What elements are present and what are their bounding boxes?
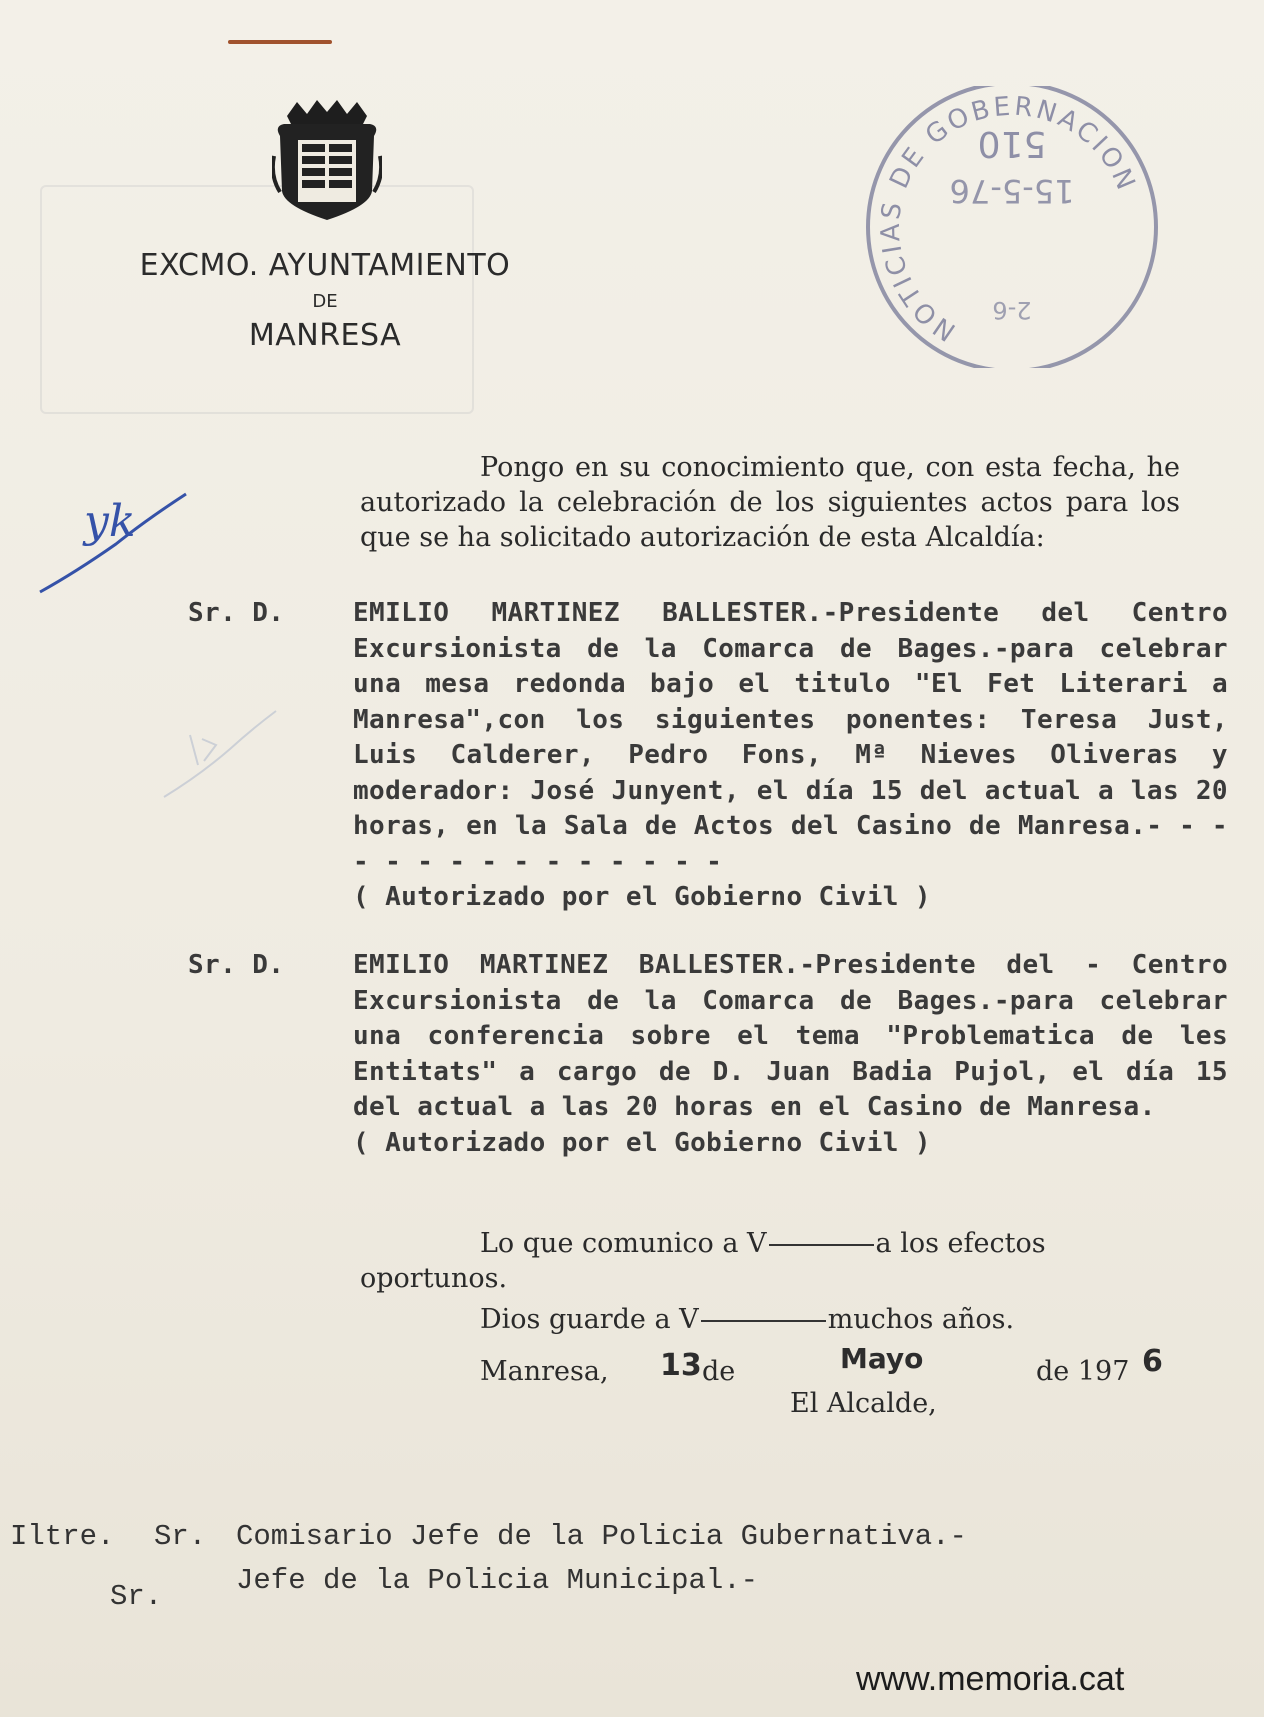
authorization-entry-1: [188, 596, 1228, 916]
letterhead-city: MANRESA: [248, 318, 402, 353]
intro-paragraph: [360, 450, 1180, 555]
blank-line: [701, 1320, 826, 1322]
recipient-title: Iltre.: [10, 1520, 115, 1553]
stamp-ring-text: NOTICIAS DE GOBERNACION: [875, 91, 1142, 347]
letterhead-de: DE: [312, 291, 338, 312]
greeting-text-b: muchos años.: [827, 1304, 1015, 1335]
date-year-digit: 6: [1142, 1344, 1163, 1379]
handwritten-initials-text: yk: [84, 496, 136, 547]
date-month: Mayo: [840, 1342, 924, 1375]
letterhead: [100, 248, 550, 353]
signer: El Alcalde,: [790, 1388, 937, 1419]
date-day: 13: [660, 1348, 702, 1383]
recipient-line-2: Jefe de la Policia Municipal.-: [236, 1564, 759, 1597]
closing-block: [360, 1226, 1180, 1337]
intro-text: Pongo en su conocimiento que, con esta fecha, he autorizado la celebración de los siguientes actos para los que se ha solicitado autorización de esta Alcaldía:: [360, 452, 1180, 553]
closing-text-a: Lo que comunico a V: [480, 1228, 767, 1259]
closing-text-b: a los efectos: [875, 1228, 1046, 1259]
authorization-entry-2: [188, 948, 1228, 1161]
recipient-line-1: Comisario Jefe de la Policia Gubernativa.-: [236, 1520, 967, 1553]
recipient-sr-1: Sr.: [154, 1520, 207, 1553]
watermark: www.memoria.cat: [856, 1660, 1125, 1698]
registry-stamp: [862, 86, 1162, 368]
entry-text: EMILIO MARTINEZ BALLESTER.-Presidente del Centro Excursionista de la Comarca de Bages.-para celebrar una mesa redonda bajo el titulo "El Fet Literari a Manresa",con los siguientes ponentes: Teresa Just, Luis Calderer, Pedro Fons, Mª Nieves Oliveras y moderador: José Junyent, el día 15 del actual a las 20 horas, en la Sala de Actos del Casino de Manresa.- - - - - - - - - - - - - - -: [353, 598, 1228, 877]
date-de-2: de 197: [1036, 1356, 1130, 1387]
manresa-coat-of-arms-icon: [272, 96, 382, 224]
entry-authorization: ( Autorizado por el Gobierno Civil ): [353, 882, 931, 912]
date-de-1: de: [702, 1356, 736, 1387]
stamp-number: 510: [977, 123, 1047, 164]
entry-text: EMILIO MARTINEZ BALLESTER.-Presidente del - Centro Excursionista de la Comarca de Bages.-para celebrar una conferencia sobre el tema "Problematica de les Entitats" a cargo de D. Juan Badia Pujol, el día 15 del actual a las 20 horas en el Casino de Manresa.: [353, 950, 1228, 1122]
stamp-date: 15-5-76: [949, 172, 1075, 210]
entry-prefix: Sr. D.: [188, 950, 285, 980]
handwritten-initials: [36, 488, 196, 598]
greeting-text-a: Dios guarde a V: [480, 1304, 699, 1335]
stamp-note: 2-6: [992, 296, 1032, 324]
closing-line-1: [360, 1226, 1180, 1261]
dateline: [480, 1342, 1240, 1390]
paper-edge-mark: [228, 40, 332, 44]
blank-line: [769, 1244, 874, 1246]
entry-authorization: ( Autorizado por el Gobierno Civil ): [353, 1127, 931, 1158]
date-place: Manresa,: [480, 1356, 609, 1387]
closing-line-2: oportunos.: [360, 1263, 508, 1294]
letterhead-title: EXCMO. AYUNTAMIENTO: [139, 248, 511, 283]
entry-prefix: Sr. D.: [188, 598, 285, 628]
closing-line-3: [360, 1302, 1180, 1337]
recipient-sr-2: Sr.: [110, 1580, 163, 1613]
